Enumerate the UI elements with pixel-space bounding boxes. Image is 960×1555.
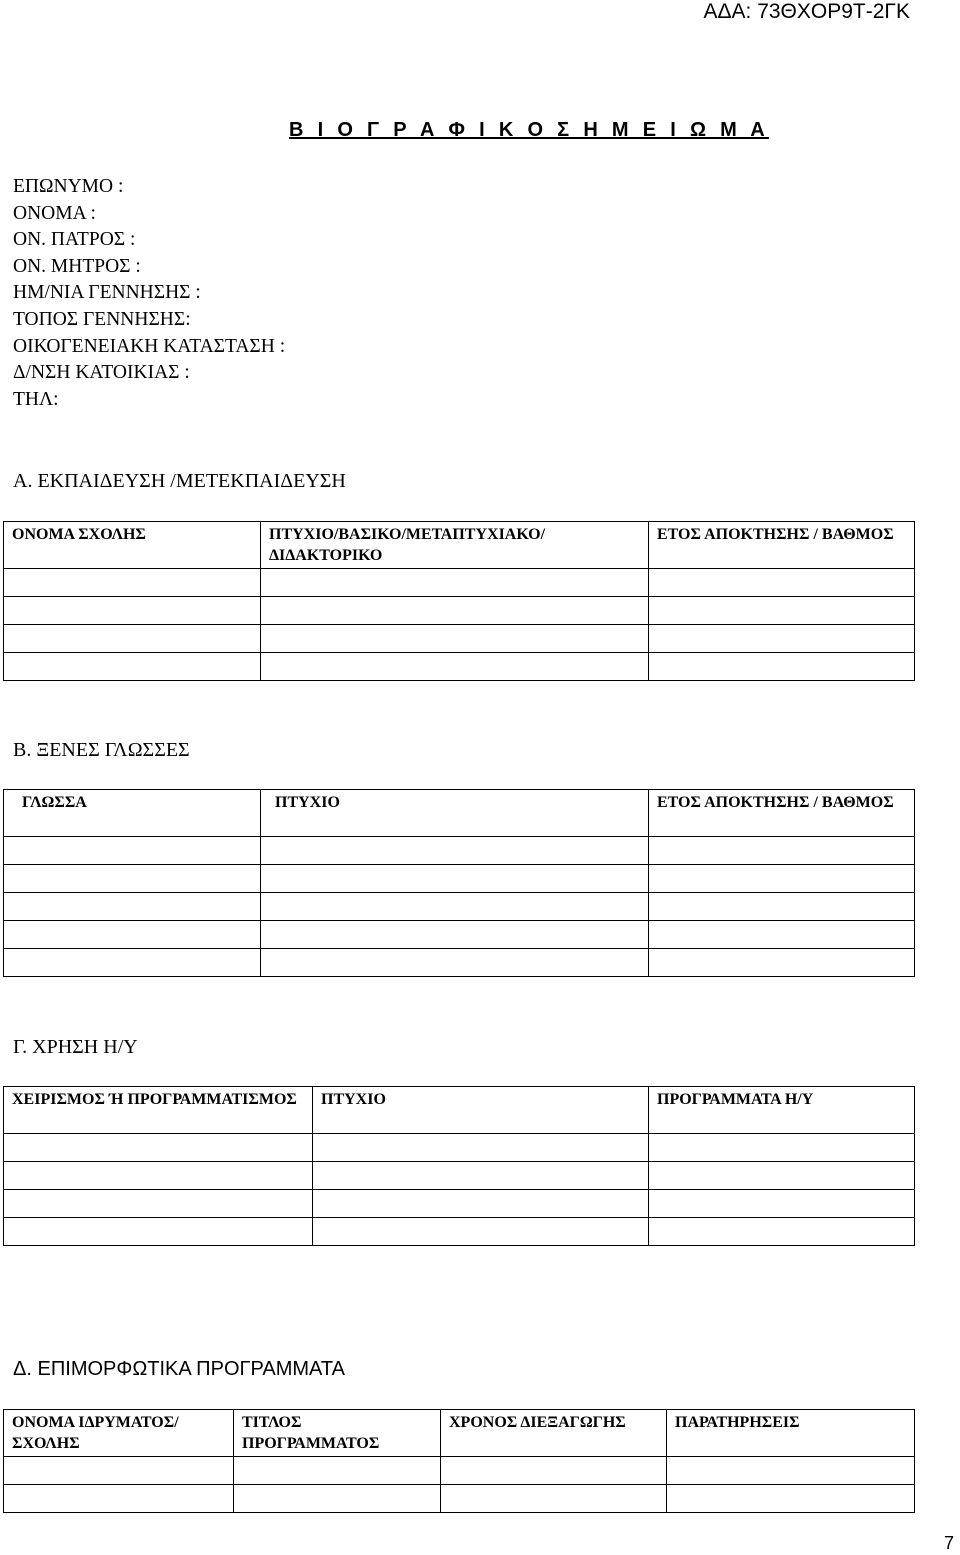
table-cell[interactable] bbox=[261, 837, 649, 865]
table-cell[interactable] bbox=[234, 1457, 441, 1485]
languages-header-year: ΕΤΟΣ ΑΠΟΚΤΗΣΗΣ / ΒΑΘΜΟΣ bbox=[649, 790, 915, 837]
table-cell[interactable] bbox=[313, 1190, 649, 1218]
table-cell[interactable] bbox=[4, 1218, 313, 1246]
table-row bbox=[4, 1162, 915, 1190]
table-cell[interactable] bbox=[649, 1134, 915, 1162]
table-cell[interactable] bbox=[649, 653, 915, 681]
table-cell[interactable] bbox=[261, 625, 649, 653]
field-label-name: ΟΝΟΜΑ : bbox=[13, 202, 96, 224]
education-header-degree: ΠΤΥΧΙΟ/ΒΑΣΙΚΟ/ΜΕΤΑΠΤΥΧΙΑΚΟ/ ΔΙΔΑΚΤΟΡΙΚΟ bbox=[261, 522, 649, 569]
table-cell[interactable] bbox=[649, 865, 915, 893]
table-row bbox=[4, 1190, 915, 1218]
table-cell[interactable] bbox=[649, 1218, 915, 1246]
table-cell[interactable] bbox=[649, 921, 915, 949]
table-cell[interactable] bbox=[4, 597, 261, 625]
field-label-phone: ΤΗΛ: bbox=[13, 388, 59, 410]
table-cell[interactable] bbox=[261, 597, 649, 625]
table-row bbox=[4, 1218, 915, 1246]
table-row bbox=[4, 1457, 915, 1485]
table-cell[interactable] bbox=[4, 865, 261, 893]
training-heading: Δ. ΕΠΙΜΟΡΦΩΤΙΚΑ ΠΡΟΓΡΑΜΜΑΤΑ bbox=[13, 1358, 345, 1380]
table-cell[interactable] bbox=[649, 569, 915, 597]
table-row bbox=[4, 893, 915, 921]
table-cell[interactable] bbox=[261, 949, 649, 977]
table-cell[interactable] bbox=[4, 837, 261, 865]
table-cell[interactable] bbox=[649, 1162, 915, 1190]
table-cell[interactable] bbox=[4, 921, 261, 949]
table-cell[interactable] bbox=[4, 1162, 313, 1190]
table-cell[interactable] bbox=[649, 625, 915, 653]
field-label-mother-name: ΟΝ. ΜΗΤΡΟΣ : bbox=[13, 255, 141, 277]
table-cell[interactable] bbox=[261, 865, 649, 893]
table-cell[interactable] bbox=[261, 569, 649, 597]
table-cell[interactable] bbox=[649, 949, 915, 977]
table-cell[interactable] bbox=[313, 1162, 649, 1190]
computer-heading: Γ. ΧΡΗΣΗ Η/Υ bbox=[13, 1036, 138, 1058]
field-label-surname: ΕΠΩΝΥΜΟ : bbox=[13, 176, 124, 197]
training-header-title: ΤΙΤΛΟΣ ΠΡΟΓΡΑΜΜΑΤΟΣ bbox=[234, 1410, 441, 1457]
education-header-year: ΕΤΟΣ ΑΠΟΚΤΗΣΗΣ / ΒΑΘΜΟΣ bbox=[649, 522, 915, 569]
table-row bbox=[4, 865, 915, 893]
training-table bbox=[3, 1409, 915, 1513]
table-cell[interactable] bbox=[649, 597, 915, 625]
table-row bbox=[4, 625, 915, 653]
field-label-birth-place: ΤΟΠΟΣ ΓΕΝΝΗΣΗΣ: bbox=[13, 308, 191, 330]
page-number: 7 bbox=[943, 1533, 954, 1553]
table-cell[interactable] bbox=[313, 1134, 649, 1162]
document-title: Β Ι Ο Γ Ρ Α Φ Ι Κ Ο Σ Η Μ Ε Ι Ω Μ Α bbox=[289, 119, 769, 141]
education-header-school: ΟΝΟΜΑ ΣΧΟΛΗΣ bbox=[4, 522, 261, 569]
field-label-birth-date: ΗΜ/ΝΙΑ ΓΕΝΝΗΣΗΣ : bbox=[13, 282, 201, 304]
table-row bbox=[4, 569, 915, 597]
table-cell[interactable] bbox=[441, 1457, 667, 1485]
education-heading: Α. ΕΚΠΑΙΔΕΥΣΗ /ΜΕΤΕΚΠΑΙΔΕΥΣΗ bbox=[13, 470, 346, 492]
table-cell[interactable] bbox=[4, 1485, 234, 1513]
field-label-marital-status: ΟΙΚΟΓΕΝΕΙΑΚΗ ΚΑΤΑΣΤΑΣΗ : bbox=[13, 335, 286, 357]
computer-header-degree: ΠΤΥΧΙΟ bbox=[313, 1087, 649, 1134]
table-cell[interactable] bbox=[234, 1485, 441, 1513]
table-cell[interactable] bbox=[4, 1457, 234, 1485]
table-cell[interactable] bbox=[4, 569, 261, 597]
table-cell[interactable] bbox=[4, 1190, 313, 1218]
table-row bbox=[4, 1485, 915, 1513]
table-cell[interactable] bbox=[261, 653, 649, 681]
table-cell[interactable] bbox=[649, 1190, 915, 1218]
education-table bbox=[3, 521, 915, 681]
training-header-institution: ΟΝΟΜΑ ΙΔΡΥΜΑΤΟΣ/ΣΧΟΛΗΣ bbox=[4, 1410, 234, 1457]
table-cell[interactable] bbox=[261, 921, 649, 949]
table-cell[interactable] bbox=[261, 893, 649, 921]
table-cell[interactable] bbox=[667, 1485, 915, 1513]
training-header-duration: ΧΡΟΝΟΣ ΔΙΕΞΑΓΩΓΗΣ bbox=[441, 1410, 667, 1457]
computer-header-programs: ΠΡΟΓΡΑΜΜΑΤΑ Η/Υ bbox=[649, 1087, 915, 1134]
table-row bbox=[4, 597, 915, 625]
table-row bbox=[4, 1134, 915, 1162]
table-cell[interactable] bbox=[4, 893, 261, 921]
table-cell[interactable] bbox=[4, 625, 261, 653]
table-cell[interactable] bbox=[441, 1485, 667, 1513]
table-row bbox=[4, 653, 915, 681]
table-cell[interactable] bbox=[4, 949, 261, 977]
languages-table bbox=[3, 789, 915, 977]
computer-table bbox=[3, 1086, 915, 1246]
table-cell[interactable] bbox=[4, 653, 261, 681]
table-cell[interactable] bbox=[4, 1134, 313, 1162]
table-cell[interactable] bbox=[649, 893, 915, 921]
table-row bbox=[4, 837, 915, 865]
languages-header-language: ΓΛΩΣΣΑ bbox=[4, 790, 261, 837]
personal-fields bbox=[13, 174, 285, 413]
field-label-address: Δ/ΝΣΗ ΚΑΤΟΙΚΙΑΣ : bbox=[13, 362, 190, 384]
training-header-remarks: ΠΑΡΑΤΗΡΗΣΕΙΣ bbox=[667, 1410, 915, 1457]
languages-header-degree: ΠΤΥΧΙΟ bbox=[261, 790, 649, 837]
table-cell[interactable] bbox=[313, 1218, 649, 1246]
table-cell[interactable] bbox=[649, 837, 915, 865]
field-label-father-name: ΟΝ. ΠΑΤΡΟΣ : bbox=[13, 229, 136, 251]
table-cell[interactable] bbox=[667, 1457, 915, 1485]
table-row bbox=[4, 921, 915, 949]
languages-heading: Β. ΞΕΝΕΣ ΓΛΩΣΣΕΣ bbox=[13, 739, 190, 761]
ada-code: ΑΔΑ: 73ΘΧΟΡ9Τ-2ΓΚ bbox=[703, 0, 910, 23]
table-row bbox=[4, 949, 915, 977]
computer-header-usage: ΧΕΙΡΙΣΜΟΣ Ή ΠΡΟΓΡΑΜΜΑΤΙΣΜΟΣ bbox=[4, 1087, 313, 1134]
